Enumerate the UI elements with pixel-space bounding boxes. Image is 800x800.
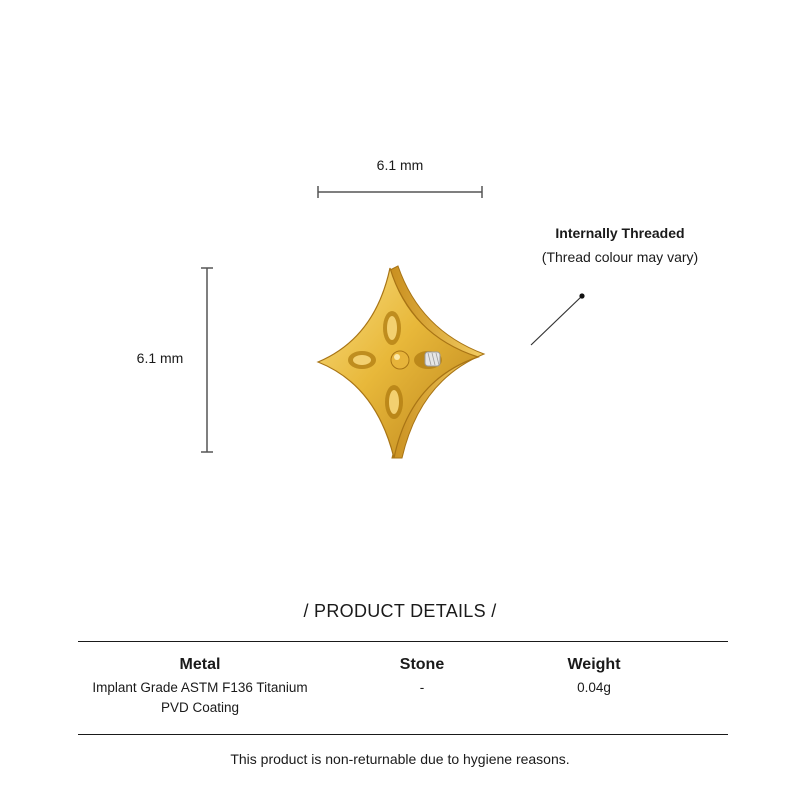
metal-value-1: Implant Grade ASTM F136 Titanium — [92, 680, 308, 695]
metal-value-2: PVD Coating — [160, 700, 240, 715]
weight-header: Weight — [567, 656, 621, 673]
details-bottom-rule — [78, 734, 728, 735]
weight-column — [534, 656, 654, 698]
weight-value: 0.04g — [577, 680, 611, 695]
returns-notice: This product is non-returnable due to hygiene reasons. — [230, 751, 570, 767]
details-top-rule — [78, 641, 728, 642]
callout-subtitle: (Thread colour may vary) — [541, 249, 699, 265]
metal-header: Metal — [179, 656, 221, 673]
product-details-heading: / PRODUCT DETAILS / — [303, 601, 497, 621]
stone-value: - — [419, 680, 425, 695]
metal-column — [80, 656, 320, 718]
thread-insert — [425, 352, 440, 366]
height-dimension-label: 6.1 mm — [136, 350, 184, 366]
callout-title: Internally Threaded — [555, 225, 685, 241]
stone-column — [362, 656, 482, 698]
callout-pointer-line — [525, 288, 590, 353]
width-dimension-label: 6.1 mm — [376, 157, 424, 173]
width-dimension-line — [310, 180, 490, 204]
height-dimension-line — [195, 262, 219, 458]
stone-header: Stone — [399, 656, 445, 673]
product-image — [300, 255, 500, 470]
